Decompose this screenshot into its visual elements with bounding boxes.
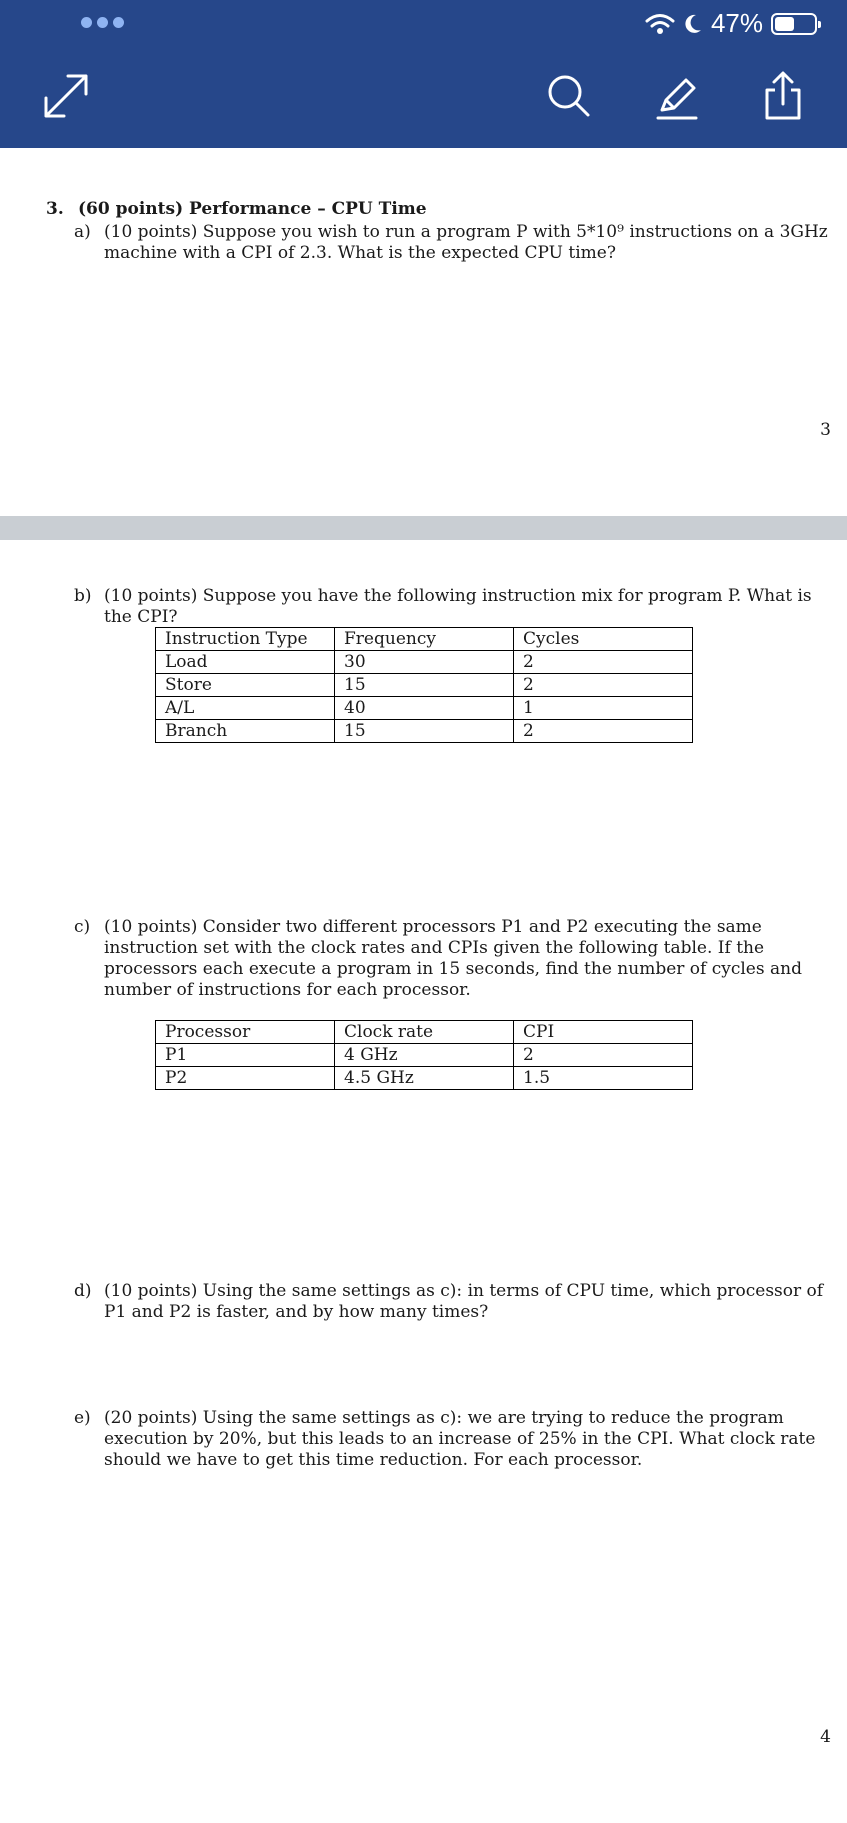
table-row: [156, 1044, 693, 1067]
table-cell: 1: [514, 697, 693, 720]
wifi-icon: [645, 13, 675, 35]
table-header: Instruction Type: [156, 628, 335, 651]
table-row: [156, 674, 693, 697]
battery-percent: 47%: [710, 8, 763, 38]
table-row: [156, 697, 693, 720]
table-cell: 2: [514, 720, 693, 743]
multitasking-dots[interactable]: [81, 17, 124, 28]
dot: [97, 17, 108, 28]
part-label: e): [74, 1408, 91, 1428]
page-number: 4: [820, 1727, 831, 1747]
table-cell: P1: [156, 1044, 335, 1067]
dot: [113, 17, 124, 28]
table-cell: 4.5 GHz: [335, 1067, 514, 1090]
table-cell: Load: [156, 651, 335, 674]
dot: [81, 17, 92, 28]
part-e: [74, 1408, 834, 1471]
question-heading: [46, 199, 427, 219]
table-header-row: [156, 628, 693, 651]
part-a: [74, 222, 834, 264]
part-label: c): [74, 917, 91, 937]
table-cell: 2: [514, 1044, 693, 1067]
question-title: (60 points) Performance – CPU Time: [78, 199, 427, 219]
battery-icon: [771, 13, 817, 35]
table-row: [156, 1067, 693, 1090]
part-d: [74, 1281, 834, 1323]
table-row: [156, 651, 693, 674]
part-label: b): [74, 586, 92, 606]
part-text: (20 points) Using the same settings as c): we are trying to reduce the program execution by 20%, but this leads to an increase of 25% in the CPI. What clock rate should we have to get this time reduction. For each processor.: [104, 1408, 816, 1470]
part-c: [74, 917, 834, 1001]
expand-icon[interactable]: [38, 68, 94, 124]
table-header: Cycles: [514, 628, 693, 651]
page-separator: [0, 516, 847, 540]
table-cell: 40: [335, 697, 514, 720]
top-toolbar: [0, 0, 847, 148]
part-text: (10 points) Using the same settings as c): in terms of CPU time, which processor of P1 and P2 is faster, and by how many times?: [104, 1281, 824, 1322]
table-cell: 2: [514, 651, 693, 674]
share-icon[interactable]: [755, 68, 811, 124]
page-number: 3: [820, 420, 831, 440]
table-header: CPI: [514, 1021, 693, 1044]
table-cell: 2: [514, 674, 693, 697]
table-header: Processor: [156, 1021, 335, 1044]
status-bar: [645, 8, 817, 39]
table-header: Frequency: [335, 628, 514, 651]
table-cell: 15: [335, 720, 514, 743]
part-text: (10 points) Consider two different processors P1 and P2 executing the same instruction set with the clock rates and CPIs given the following table. If the processors each execute a program in 15 seconds, find the number of cycles and number of instructions for each processor.: [104, 917, 802, 1000]
table-cell: 30: [335, 651, 514, 674]
search-icon[interactable]: [540, 68, 596, 124]
instruction-mix-table: [155, 627, 693, 743]
table-cell: A/L: [156, 697, 335, 720]
processor-table: [155, 1020, 693, 1090]
table-header-row: [156, 1021, 693, 1044]
highlight-pen-icon[interactable]: [648, 68, 704, 124]
part-b: [74, 586, 834, 628]
table-cell: 4 GHz: [335, 1044, 514, 1067]
part-label: a): [74, 222, 91, 242]
table-cell: Store: [156, 674, 335, 697]
moon-icon: [683, 13, 703, 35]
part-label: d): [74, 1281, 92, 1301]
question-number: 3.: [46, 199, 64, 219]
table-cell: 15: [335, 674, 514, 697]
part-text: (10 points) Suppose you wish to run a program P with 5*10⁹ instructions on a 3GHz machine with a CPI of 2.3. What is the expected CPU time?: [104, 222, 828, 263]
table-header: Clock rate: [335, 1021, 514, 1044]
part-text: (10 points) Suppose you have the following instruction mix for program P. What is the CPI?: [104, 586, 812, 627]
table-cell: Branch: [156, 720, 335, 743]
table-cell: 1.5: [514, 1067, 693, 1090]
table-row: [156, 720, 693, 743]
table-cell: P2: [156, 1067, 335, 1090]
